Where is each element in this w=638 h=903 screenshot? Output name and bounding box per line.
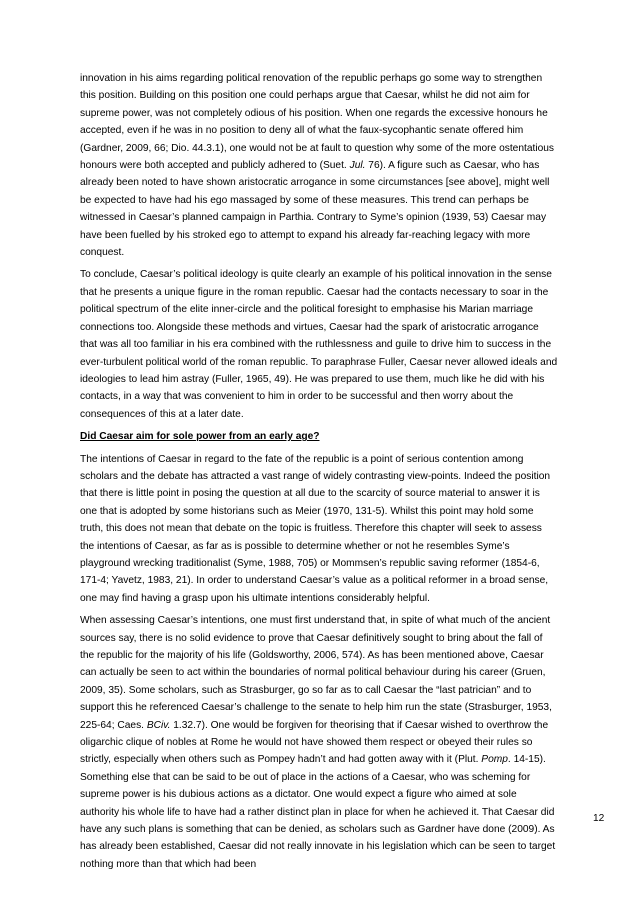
- heading-text: Did Caesar aim for sole power from an early age?: [80, 431, 320, 443]
- paragraph-text: 1.32.7). One would be forgiven for theorising that if Caesar wished to overthrow the oligarchic clique of nobles at Rome he would not have showed them respect or obeyed their rules so strictly, especially when others such as Pompey hadn’t and had gotten away with it (Plut.: [80, 719, 549, 766]
- body-paragraph: [80, 70, 558, 261]
- section-heading: [80, 428, 558, 445]
- paragraph-text: 76). A figure such as Caesar, who has already been noted to have shown aristocratic arrogance in some circumstances [see above], might well be expected to have had his ego massaged by some of these measures. This trend can perhaps be witnessed in Caesar’s planned campaign in Parthia. Contrary to Syme’s opinion (1939, 53) Caesar may have been fuelled by his stroked ego to attempt to expand his already far-reaching legacy with more conquest.: [80, 160, 550, 259]
- paragraph-text: . 14-15). Something else that can be said to be out of place in the actions of a Caesar, who was scheming for supreme power is his dubious actions as a dictator. One would expect a figure who aimed at sole authority his whole life to have had a rather distinct plan in place for when he achieved it. That Caesar did have any such plans is something that can be denied, as scholars such as Gardner have done (2009). As has already been established, Caesar did not really innovate in his legislation which can be seen to target nothing more than that which had been: [80, 754, 556, 870]
- paragraph-text: The intentions of Caesar in regard to the fate of the republic is a point of serious contention among scholars and the debate has attracted a vast range of widely contrasting view-points. Indeed the position that there is little point in posing the question at all due to the scarcity of source material to answer it is one that is adopted by some historians such as Meier (1970, 131-5). Whilst this point may hold some truth, this does not mean that debate on the topic is fruitless. Therefore this chapter will seek to assess the intentions of Caesar, as far as is possible to determine whether or not he resembles Syme’s playground wrecking traditionalist (Syme, 1988, 705) or Mommsen’s republic saving reformer (1854-6, 171-4; Yavetz, 1983, 21). In order to understand Caesar’s value as a political reformer in a broad sense, one may find having a grasp upon his ultimate intentions considerably helpful.: [80, 453, 551, 604]
- body-paragraph: [80, 266, 558, 423]
- italic-citation: Pomp: [481, 754, 508, 766]
- body-paragraph: [80, 451, 558, 608]
- paragraph-text: To conclude, Caesar’s political ideology is quite clearly an example of his political innovation in the sense that he presents a unique figure in the roman republic. Caesar had the contacts necessary to soar in the political spectrum of the elite inner-circle and the political foresight to emphasise his Marian marriage connections too. Alongside these methods and virtues, Caesar had the spark of aristocratic arrogance that was all too familiar in his era combined with the ruthlessness and guile to drive him to success in the ever-turbulent political world of the roman republic. To paraphrase Fuller, Caesar never allowed ideals and ideologies to lead him astray (Fuller, 1965, 49). He was prepared to use them, much like he did with his contacts, in a way that was convenient to him in order to be successful and then worry about the consequences of this at a later date.: [80, 269, 558, 420]
- body-paragraph: [80, 612, 558, 873]
- document-body: [80, 70, 558, 878]
- page-number: 12: [593, 813, 605, 824]
- italic-citation: Jul.: [349, 160, 366, 172]
- italic-citation: BCiv.: [146, 719, 171, 731]
- paragraph-text: innovation in his aims regarding political renovation of the republic perhaps go some way to strengthen this position. Building on this position one could perhaps argue that Caesar, whilst he did not aim for supreme power, was not completely odious of his position. When one regards the excessive honours he accepted, even if he was in no position to deny all of what the faux-sycophantic senate offered him (Gardner, 2009, 66; Dio. 44.3.1), one would not be at fault to question why some of the more ostentatious honours were both accepted and publicly adhered to (Suet.: [80, 73, 555, 172]
- paragraph-text: When assessing Caesar’s intentions, one must first understand that, in spite of what much of the ancient sources say, there is no solid evidence to prove that Caesar definitively sought to bring about the fall of the republic for the majority of his life (Goldsworthy, 2006, 574). As has been mentioned above, Caesar can actually be seen to act within the boundaries of normal political behaviour during his career (Gruen, 2009, 35). Some scholars, such as Strasburger, go so far as to call Caesar the “last patrician” and to support this he referenced Caesar’s challenge to the senate to help him run the state (Strasburger, 1953, 225-64; Caes.: [80, 615, 552, 731]
